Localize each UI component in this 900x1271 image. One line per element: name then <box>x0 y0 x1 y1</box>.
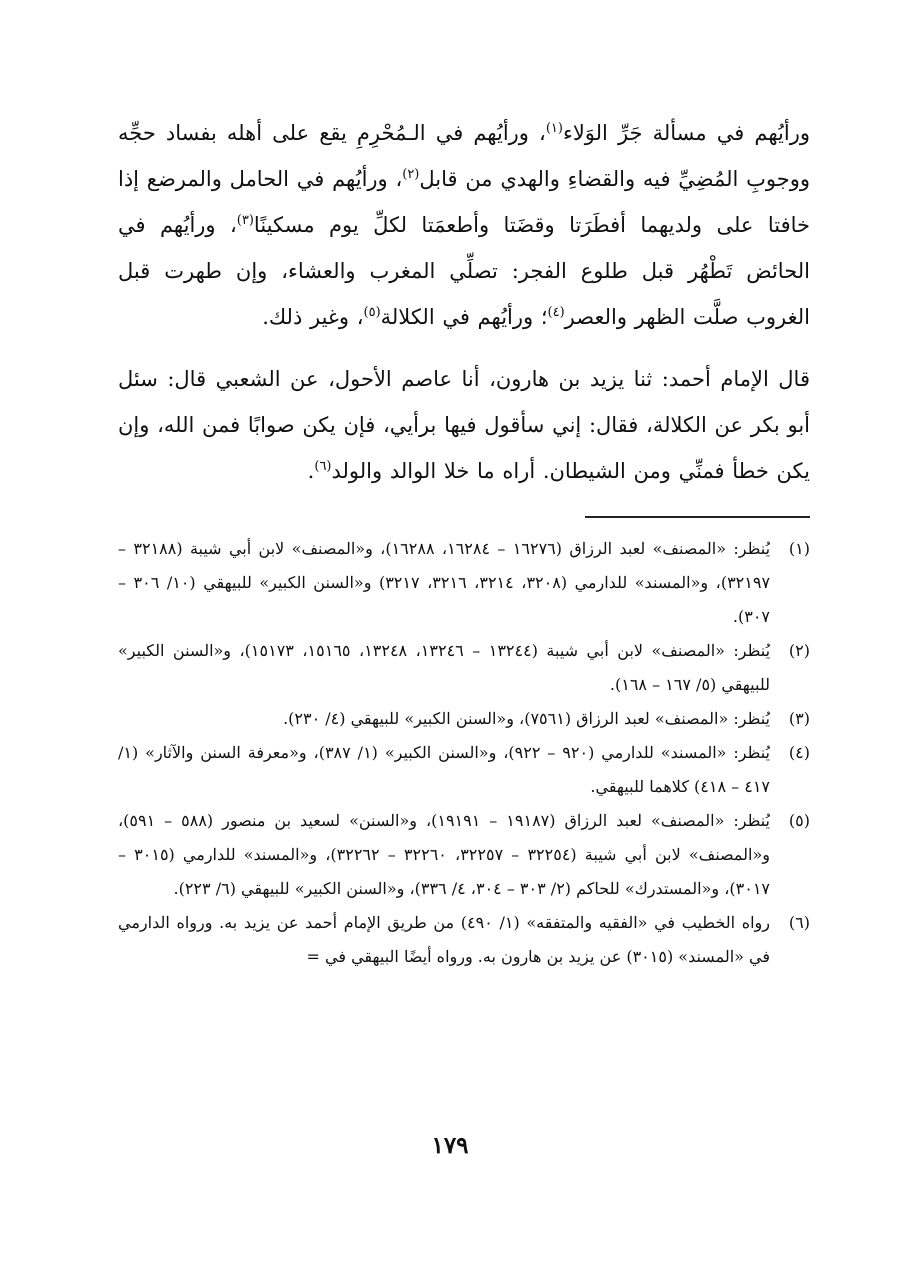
footnote-6 <box>118 906 810 974</box>
text-run: ورأيُهم في مسألة جَرِّ الوَلاء <box>562 121 810 145</box>
text-run: . <box>307 459 315 483</box>
footnote-number: (٣) <box>788 709 810 728</box>
text-run: ، ورأيُهم في الحائض تَطْهُر قبل طلوع الفجر: تصلِّي المغرب والعشاء، وإن طهرت قبل الغروب صلَّت الظهر والعصر <box>118 213 810 329</box>
footnote-text: يُنظر: «المصنف» لعبد الرزاق (١٦٢٧٦ – ١٦٢٨٤، ١٦٢٨٨)، و«المصنف» لابن أبي شيبة (٣٢١٨٨ – ٣٢١٩٧)، و«المسند» للدارمي (٣٢٠٨، ٣٢١٤، ٣٢١٦، ٣٢١٧) و«السنن الكبير» للبيهقي (١٠/ ٣٠٦ – ٣٠٧). <box>118 539 771 626</box>
footnote-number: (٤) <box>788 743 810 762</box>
footnote-number: (٦) <box>788 913 810 932</box>
text-run: ، وغير ذلك. <box>262 305 364 329</box>
footnote-number: (١) <box>788 539 810 558</box>
footnote-4 <box>118 736 810 804</box>
footnote-3 <box>118 702 810 736</box>
footnote-ref-6[interactable]: (٦) <box>314 459 332 474</box>
footnote-ref-5[interactable]: (٥) <box>363 305 381 320</box>
main-paragraph-2 <box>118 356 810 494</box>
main-paragraph-1 <box>118 110 810 340</box>
footnote-separator <box>585 516 810 518</box>
footnote-ref-4[interactable]: (٤) <box>547 305 565 320</box>
footnote-ref-3[interactable]: (٣) <box>236 213 254 228</box>
footnote-ref-1[interactable]: (١) <box>545 121 563 136</box>
text-run: ، ورأيُهم في الـمُحْرِمِ يقع على أهله بفساد حجِّه ووجوبِ المُضِيِّ فيه والقضاءِ والهدي من قابل <box>118 121 810 191</box>
footnote-2 <box>118 634 810 702</box>
text-run: قال الإمام أحمد: ثنا يزيد بن هارون، أنا عاصم الأحول، عن الشعبي قال: سئل أبو بكر عن الكلالة، فقال: إني سأقول فيها برأيي، فإن يكن صوابًا فمن الله، وإن يكن خطأ فمنِّي ومن الشيطان. أراه ما خلا الوالد والولد <box>118 367 810 483</box>
footnote-text: يُنظر: «المصنف» لعبد الرزاق (١٩١٨٧ – ١٩١٩١)، و«السنن» لسعيد بن منصور (٥٨٨ – ٥٩١)، و«المصنف» لابن أبي شيبة (٣٢٢٥٤ – ٣٢٢٥٧، ٣٢٢٦٠ – ٣٢٢٦٢)، و«المسند» للدارمي (٣٠١٥ – ٣٠١٧)، و«المستدرك» للحاكم (٢/ ٣٠٣ – ٣٠٤، ٤/ ٣٣٦)، و«السنن الكبير» للبيهقي (٦/ ٢٢٣). <box>118 811 771 898</box>
footnote-text: رواه الخطيب في «الفقيه والمتفقه» (١/ ٤٩٠) من طريق الإمام أحمد عن يزيد به. ورواه الدارمي في «المسند» (٣٠١٥) عن يزيد بن هارون به. ورواه أيضًا البيهقي في = <box>118 913 770 966</box>
footnotes-section <box>118 532 810 974</box>
page-content <box>118 110 810 974</box>
footnote-ref-2[interactable]: (٢) <box>402 167 420 182</box>
text-run: ، ورأيُهم في الحامل والمرضع إذا خافتا على ولديهما أفطَرَتا وقضَتا وأطعمَتا لكلِّ يوم مسكينًا <box>118 167 811 237</box>
footnote-5 <box>118 804 810 906</box>
text-run: ؛ ورأيُهم في الكلالة <box>380 305 548 329</box>
footnote-text: يُنظر: «المسند» للدارمي (٩٢٠ – ٩٢٢)، و«السنن الكبير» (١/ ٣٨٧)، و«معرفة السنن والآثار» (١/ ٤١٧ – ٤١٨) كلاهما للبيهقي. <box>118 743 771 796</box>
footnote-text: يُنظر: «المصنف» لابن أبي شيبة (١٣٢٤٤ – ١٣٢٤٦، ١٣٢٤٨، ١٥١٦٥، ١٥١٧٣)، و«السنن الكبير» للبيهقي (٥/ ١٦٧ – ١٦٨). <box>118 641 771 694</box>
footnote-number: (٢) <box>788 641 810 660</box>
footnote-1 <box>118 532 810 634</box>
footnote-number: (٥) <box>788 811 810 830</box>
footnote-text: يُنظر: «المصنف» لعبد الرزاق (٧٥٦١)، و«السنن الكبير» للبيهقي (٤/ ٢٣٠). <box>283 709 770 728</box>
page-number: ١٧٩ <box>431 1132 469 1159</box>
